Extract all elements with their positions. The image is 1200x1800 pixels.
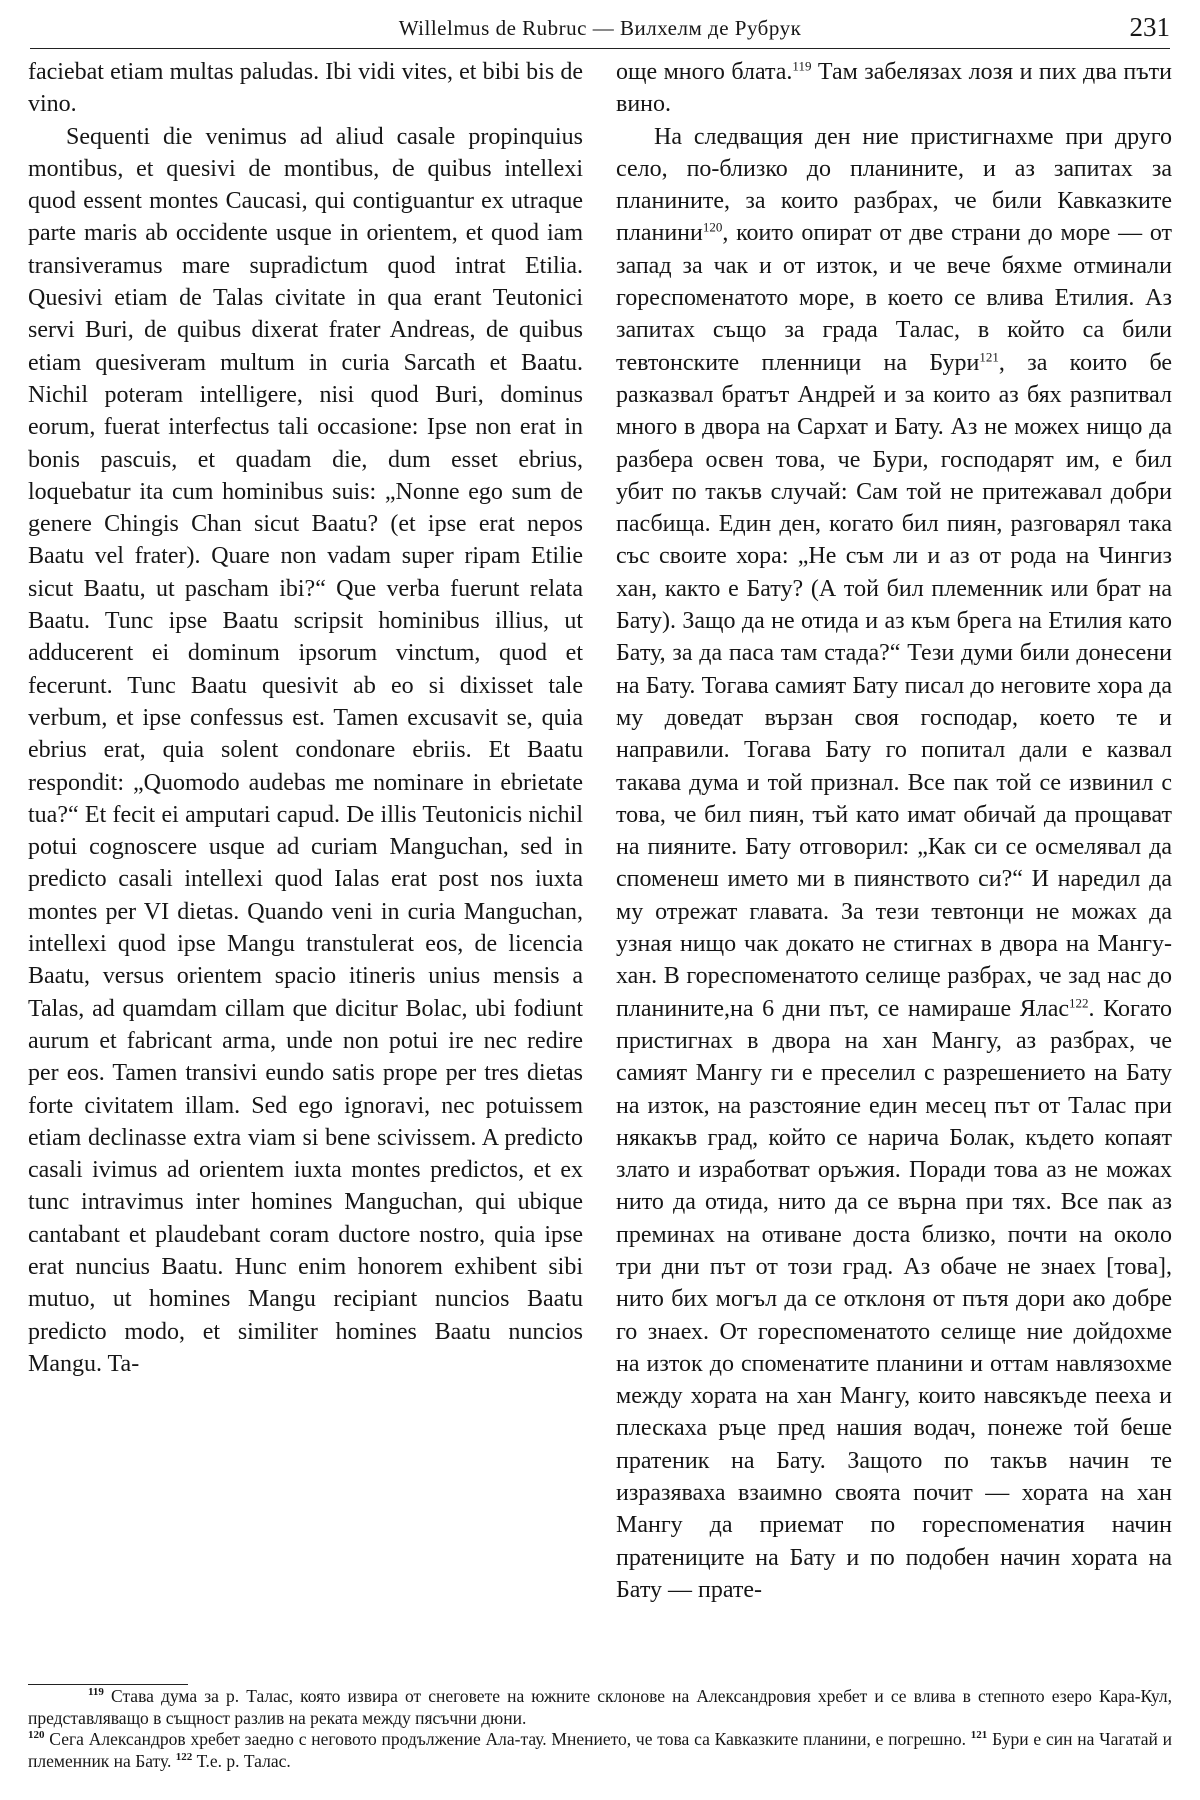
page-number: 231 (1129, 12, 1170, 42)
running-title: Willelmus de Rubruc — Вилхелм де Рубрук (398, 16, 802, 40)
footnote-text: Става дума за р. Талас, която извира от снеговете на южните склонове на Александровия хребет и се влива в степното езеро Кара-Кул, представляващо в същност разлив на реката между пясъчни дюни. (28, 1686, 1172, 1728)
footnote-ref-122: 122 (1069, 995, 1089, 1011)
latin-paragraph-2: Sequenti die venimus ad aliud casale propinquius montibus, et quesivi de montibus, de quibus intellexi quod essent montes Caucasi, qui contiguantur ex utraque parte maris ab occidente usque in orientem, et quod iam transiveramus mare supradictum quod intrat Etilia. Quesivi etiam de Talas civitate in qua erant Teutonici servi Buri, de quibus dixerat frater Andreas, de quibus etiam quesiveram multum in curia Sarcath et Baatu. Nichil poteram intelligere, nisi quod Buri, dominus eorum, fuerat interfectus tali occasione: Ipse non erat in bonis pascuis, et quadam die, dum esset ebrius, loquebatur ita cum hominibus suis: „Nonne ego sum de genere Chingis Chan sicut Baatu? (et ipse erat nepos Baatu vel frater). Quare non vadam super ripam Etilie sicut Baatu, ut pascham ibi?“ Que verba fuerunt relata Baatu. Tunc ipse Baatu scripsit hominibus illius, ut adducerent ei dominum ipsorum vinctum, quod et fecerunt. Tunc Baatu quesivit ab eo si dixisset tale verbum, et ipse confessus est. Tamen excusavit se, quia ebrius erat, quia solent condonare ebriis. Et Baatu respondit: „Quomodo audebas me nominare in ebrietate tua?“ Et fecit ei amputari capud. De illis Teutonicis nichil potui cognoscere usque ad curiam Manguchan, sed in predicto casali intellexi quod Ialas erat post nos iuxta montes per VI dietas. Quando veni in curia Manguchan, intellexi quod ipse Mangu transtulerat eos, de licencia Baatu, versus orientem spacio itineris unius mensis a Talas, ad quamdam cillam que dicitur Bolac, ubi fodiunt aurum et fabricant arma, unde non potui ire nec redire per eos. Tamen transivi eundo satis prope per tres dietas forte civitatem illam. Sed ego ignoravi, nec potuissem etiam declinasse extra viam si bene scivissem. A predicto casali ivimus ad orientem iuxta montes predictos, et ex tunc intravimus inter homines Manguchan, qui ubique cantabant et plaudebant coram ductore nostro, quia ipse erat nuncius Baatu. Hunc enim honorem exhibent sibi mutuo, ut homines Mangu recipiant nuncios Baatu predicto modo, et similiter homines Baatu nuncios Mangu. Ta- (28, 123, 583, 1377)
bulgarian-column (616, 56, 1172, 1606)
footnote-divider (28, 1684, 188, 1685)
footnote-ref-120: 120 (702, 220, 723, 236)
footnotes (28, 1686, 1172, 1772)
footnote-number: 121 (970, 1728, 988, 1741)
latin-column (28, 56, 583, 1380)
footnote-ref-119: 119 (792, 58, 812, 74)
running-header (30, 10, 1170, 49)
bulgarian-text: . Когато пристигнах в двора на хан Мангу, аз разбрах, че самият Мангу ги е преселил с разрешението на Бату на изток, на разстояние един месец път от Талас при някакъв град, който се нарича Болак, където копаят злато и изработват оръжия. Поради това аз не можах нито да отида, нито да се върна при тях. Все пак аз преминах на отиване доста близко, почти на около три дни път от този град. Аз обаче не знаех [това], нито бих могъл да се отклоня от пътя дори ако добре го знаех. От гореспоменатото селище ние дойдохме на изток до споменатите планини и оттам навлязохме между хората на хан Мангу, които навсякъде пееха и плескаха ръце пред нашия водач, понеже той беше пратеник на Бату. Защото по такъв начин те изразяваха взаимно своята почит — хората на хан Мангу да приемат по гореспоменатия начин пратениците на Бату и по подобен начин хората на Бату — прате- (616, 995, 1172, 1603)
footnote-text: Сега Александров хребет заедно с неговото продължение Ала-тау. Мнението, че това са Кавказките планини, е погрешно. (44, 1729, 966, 1749)
footnote-text: Т.е. р. Талас. (192, 1750, 291, 1771)
bulgarian-paragraph-1 (616, 56, 1172, 121)
footnote-number: 120 (28, 1728, 45, 1741)
bulgarian-text: Там забелязах лозя и пих два пъти вино. (616, 59, 1172, 118)
footnote-text: Бури е син на Чагатай и племенник на Бату. (28, 1729, 1172, 1771)
footnote-ref-121: 121 (979, 349, 999, 365)
latin-paragraph-1: faciebat etiam multas paludas. Ibi vidi vites, et bibi bis de vino. (28, 59, 583, 118)
footnote-120-121-122 (28, 1729, 1172, 1772)
bulgarian-text: , за които бе разказвал братът Андрей и за които аз бях разпитвал много в двора на Сархат и Бату. Аз не можех нищо да разбера освен това, че Бури, господарят им, е бил убит по такъв случай: Сам той не притежавал добри пасбища. Един ден, когато бил пиян, разговарял така със своите хора: „Не съм ли и аз от рода на Чингиз хан, както е Бату? (А той бил племенник или брат на Бату). Защо да не отида и аз към брега на Етилия като Бату, за да паса там стада?“ Тези думи били донесени на Бату. Тогава самият Бату писал до неговите хора да му доведат вързан своя господар, което те и направили. Тогава Бату го попитал дали е казвал такава дума и той признал. Все пак той се извинил с това, че бил пиян, тъй като имат обичай да прощават на пияните. Бату отговорил: „Как си се осмелявал да споменеш името ми в пиянството си?“ И наредил да му отрежат главата. За тези тевтонци не можах да узная нищо чак докато не стигнах в двора на Мангу-хан. В гореспоменатото селище разбрах, че зад нас до планините,на 6 дни път, се намираше Ялас (616, 349, 1173, 1022)
bulgarian-text: още много блата. (616, 59, 793, 85)
bulgarian-text: , които опират от две страни до море — от запад за чак и от изток, и че вече бяхме отминали гореспоменатото море, в което се влива Етилия. Аз запитах също за града Талас, в който са били тевтонските пленници на Бури (616, 220, 1172, 376)
footnote-number: 119 (88, 1685, 104, 1698)
footnote-119 (28, 1686, 1172, 1729)
bulgarian-text: На следващия ден ние пристигнахме при друго село, по-близко до планините, и аз запитах за планините, за които разбрах, че били Кавказките планини (616, 123, 1172, 247)
bulgarian-paragraph-2 (616, 121, 1172, 1607)
footnote-number: 122 (175, 1750, 193, 1763)
